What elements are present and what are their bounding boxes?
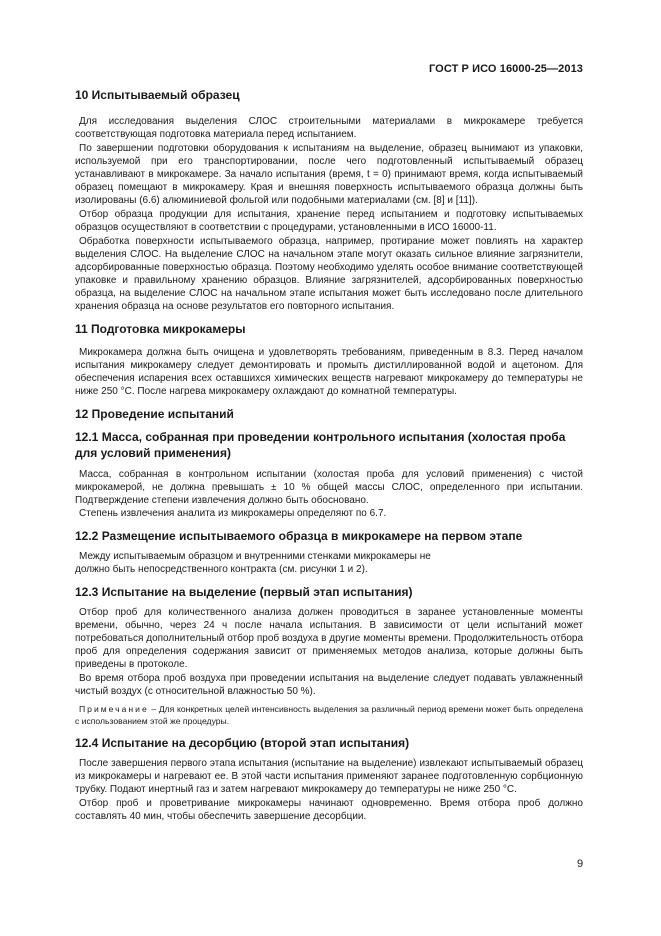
page-number: 9: [577, 858, 584, 870]
subsection-12-4-paragraph-2: Отбор проб и проветривание микрокамеры начинают одновременно. Время отбора проб должно составлять 40 мин, чтобы обеспечить завершение десорбции.: [75, 798, 583, 822]
section-10-paragraph-3: Отбор образца продукции для испытания, хранение перед испытанием и подготовку испытываемых образцов осуществляют в соответствии с процедурами, установленными в ИСО 16000-11.: [75, 209, 583, 233]
subsection-12-3-title: 12.3 Испытание на выделение (первый этап испытания): [75, 585, 413, 599]
subsection-12-1-paragraph-2: Степень извлечения аналита из микрокамеры определяют по 6.7.: [79, 508, 387, 519]
note-label: Примечание: [79, 704, 149, 714]
standard-header: ГОСТ Р ИСО 16000-25—2013: [428, 63, 583, 75]
subsection-12-2-line-2: должно быть непосредственного контракта (см. рисунки 1 и 2).: [75, 564, 368, 575]
subsection-12-3-paragraph-1: Отбор проб для количественного анализа должен проводиться в заранее установленные моменты времени, обычно, через 24 ч после начала испытания. В зависимости от цели испытаний может потребоваться дополнительный отбор проб воздуха в другие моменты времени. Продолжительность отбора проб для определения содержания зависит от применяемых методов анализа, которые должны быть приведены в протоколе.: [75, 607, 583, 670]
subsection-12-2-line-1: Между испытываемым образцом и внутренними стенками микрокамеры не: [79, 551, 431, 562]
subsection-12-1-title: 12.1 Масса, собранная при проведении контрольного испытания (холостая проба для условий применения): [75, 430, 566, 460]
section-10-title: 10 Испытываемый образец: [75, 88, 240, 102]
section-11-paragraph-1: Микрокамера должна быть очищена и удовлетворять требованиям, приведенным в 8.3. Перед началом испытания микрокамеру следует демонтировать и промыть дистиллированной водой и ацетоном. Для обеспечения испарения всех оставшихся химических веществ нагревают микрокамеру до температуры не ниже 250 °С. После нагрева микрокамеру охлаждают до комнатной температуры.: [75, 347, 583, 397]
subsection-12-1-paragraph-1: Масса, собранная в контрольном испытании (холостая проба для условий применения) с чистой микрокамерой, не должна превышать ± 10 % общей массы СЛОС, определенного при испытании. Подтверждение степени извлечения должно быть обосновано.: [75, 469, 583, 506]
subsection-12-2-title: 12.2 Размещение испытываемого образца в микрокамере на первом этапе: [75, 529, 523, 543]
subsection-12-4-title: 12.4 Испытание на десорбцию (второй этап испытания): [75, 736, 410, 750]
subsection-12-3-note: [75, 703, 583, 727]
section-12-title: 12 Проведение испытаний: [75, 407, 234, 421]
section-10-paragraph-1: Для исследования выделения СЛОС строительными материалами в микрокамере требуется соответствующая подготовка материала перед испытанием.: [75, 116, 583, 140]
section-10-paragraph-4: Обработка поверхности испытываемого образца, например, протирание может повлиять на характер выделения СЛОС. На выделение СЛОС на начальном этапе могут оказать сильное влияние загрязнители, адсорбированные поверхностью образца. Поэтому необходимо уделять особое внимание соответствующей упаковке и правильному хранению образцов. Влияние загрязнителей, адсорбированных поверхностью образца, на выделение СЛОС на начальном этапе испытания может быть исследовано после длительного хранения образца на основе результатов его повторного испытания.: [75, 236, 583, 312]
subsection-12-4-paragraph-1: После завершения первого этапа испытания (испытание на выделение) извлекают испытываемый образец из микрокамеры и нагревают ее. В этой части испытания применяют заранее подготовленную сорбционную трубку. Подают инертный газ и затем нагревают микрокамеру до температуры не ниже 250 °С.: [75, 758, 583, 795]
section-10-paragraph-2: По завершении подготовки оборудования к испытаниям на выделение, образец вынимают из упаковки, используемой при его транспортировании, после чего подготовленный испытываемый образец устанавливают в микрокамере. За начало испытания (время, t = 0) принимают время, когда испытываемый образец помещают в микрокамеру. Края и внешняя поверхность испытываемого образца должны быть изолированы (6.6) алюминиевой фольгой или подобными материалами (см. [8] и [11]).: [75, 143, 583, 206]
page-content: [75, 88, 583, 823]
subsection-12-3-paragraph-2: Во время отбора проб воздуха при проведении испытания на выделение следует подавать увлажненный чистый воздух (с относительной влажностью 50 %).: [75, 673, 583, 697]
note-text: – Для конкретных целей интенсивность выделения за различный период времени может быть определена с использованием этой же процедуры.: [75, 704, 583, 726]
section-11-title: 11 Подготовка микрокамеры: [75, 322, 246, 336]
